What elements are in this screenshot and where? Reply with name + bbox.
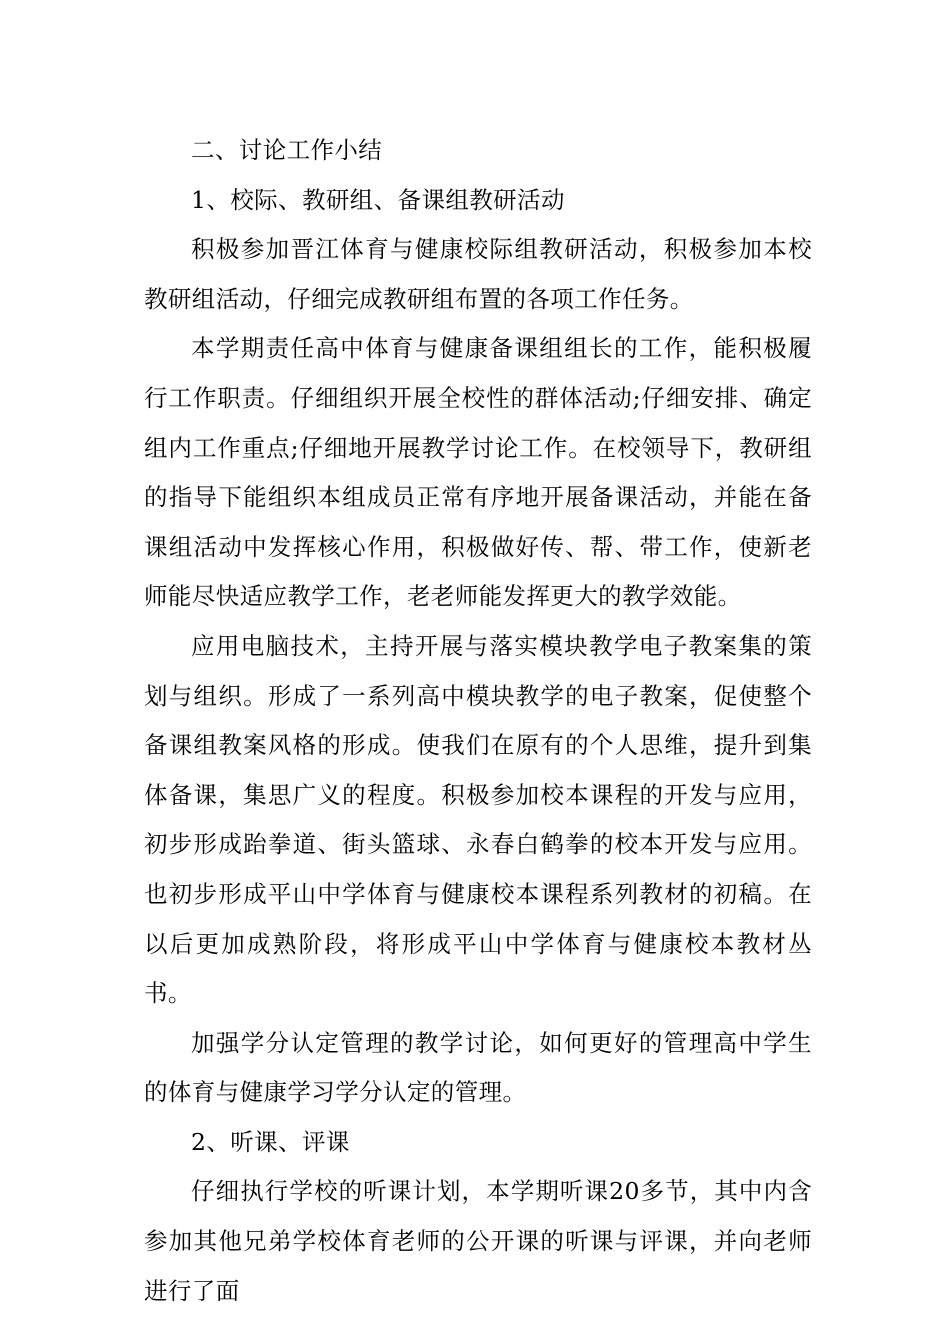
paragraph: 积极参加晋江体育与健康校际组教研活动，积极参加本校教研组活动，仔细完成教研组布置的各项工作任务。 xyxy=(144,235,812,313)
paragraph: 应用电脑技术，主持开展与落实模块教学电子教案集的策划与组织。形成了一系列高中模块教学的电子教案，促使整个备课组教案风格的形成。使我们在原有的个人思维，提升到集体备课，集思广义的程度。积极参加校本课程的开发与应用，初步形成跆拳道、街头篮球、永春白鹤拳的校本开发与应用。也初步形成平山中学体育与健康校本课程系列教材的初稿。在以后更加成熟阶段，将形成平山中学体育与健康校本教材丛书。 xyxy=(144,631,812,1008)
document-body xyxy=(144,126,812,1316)
paragraph: 仔细执行学校的听课计划，本学期听课20多节，其中内含参加其他兄弟学校体育老师的公开课的听课与评课，并向老师进行了面 xyxy=(144,1177,812,1305)
paragraph: 加强学分认定管理的教学讨论，如何更好的管理高中学生的体育与健康学习学分认定的管理。 xyxy=(144,1028,812,1107)
section-title: 二、讨论工作小结 xyxy=(191,136,383,164)
subsection-heading-2: 2、听课、评课 xyxy=(191,1127,350,1156)
paragraph: 本学期责任高中体育与健康备课组组长的工作，能积极履行工作职责。仔细组织开展全校性的群体活动;仔细安排、确定组内工作重点;仔细地开展教学讨论工作。在校领导下，教研组的指导下能组织本组成员正常有序地开展备课活动，并能在备课组活动中发挥核心作用，积极做好传、帮、带工作，使新老师能尽快适应教学工作，老老师能发挥更大的教学效能。 xyxy=(144,334,812,611)
subsection-heading-1: 1、校际、教研组、备课组教研活动 xyxy=(191,185,565,214)
